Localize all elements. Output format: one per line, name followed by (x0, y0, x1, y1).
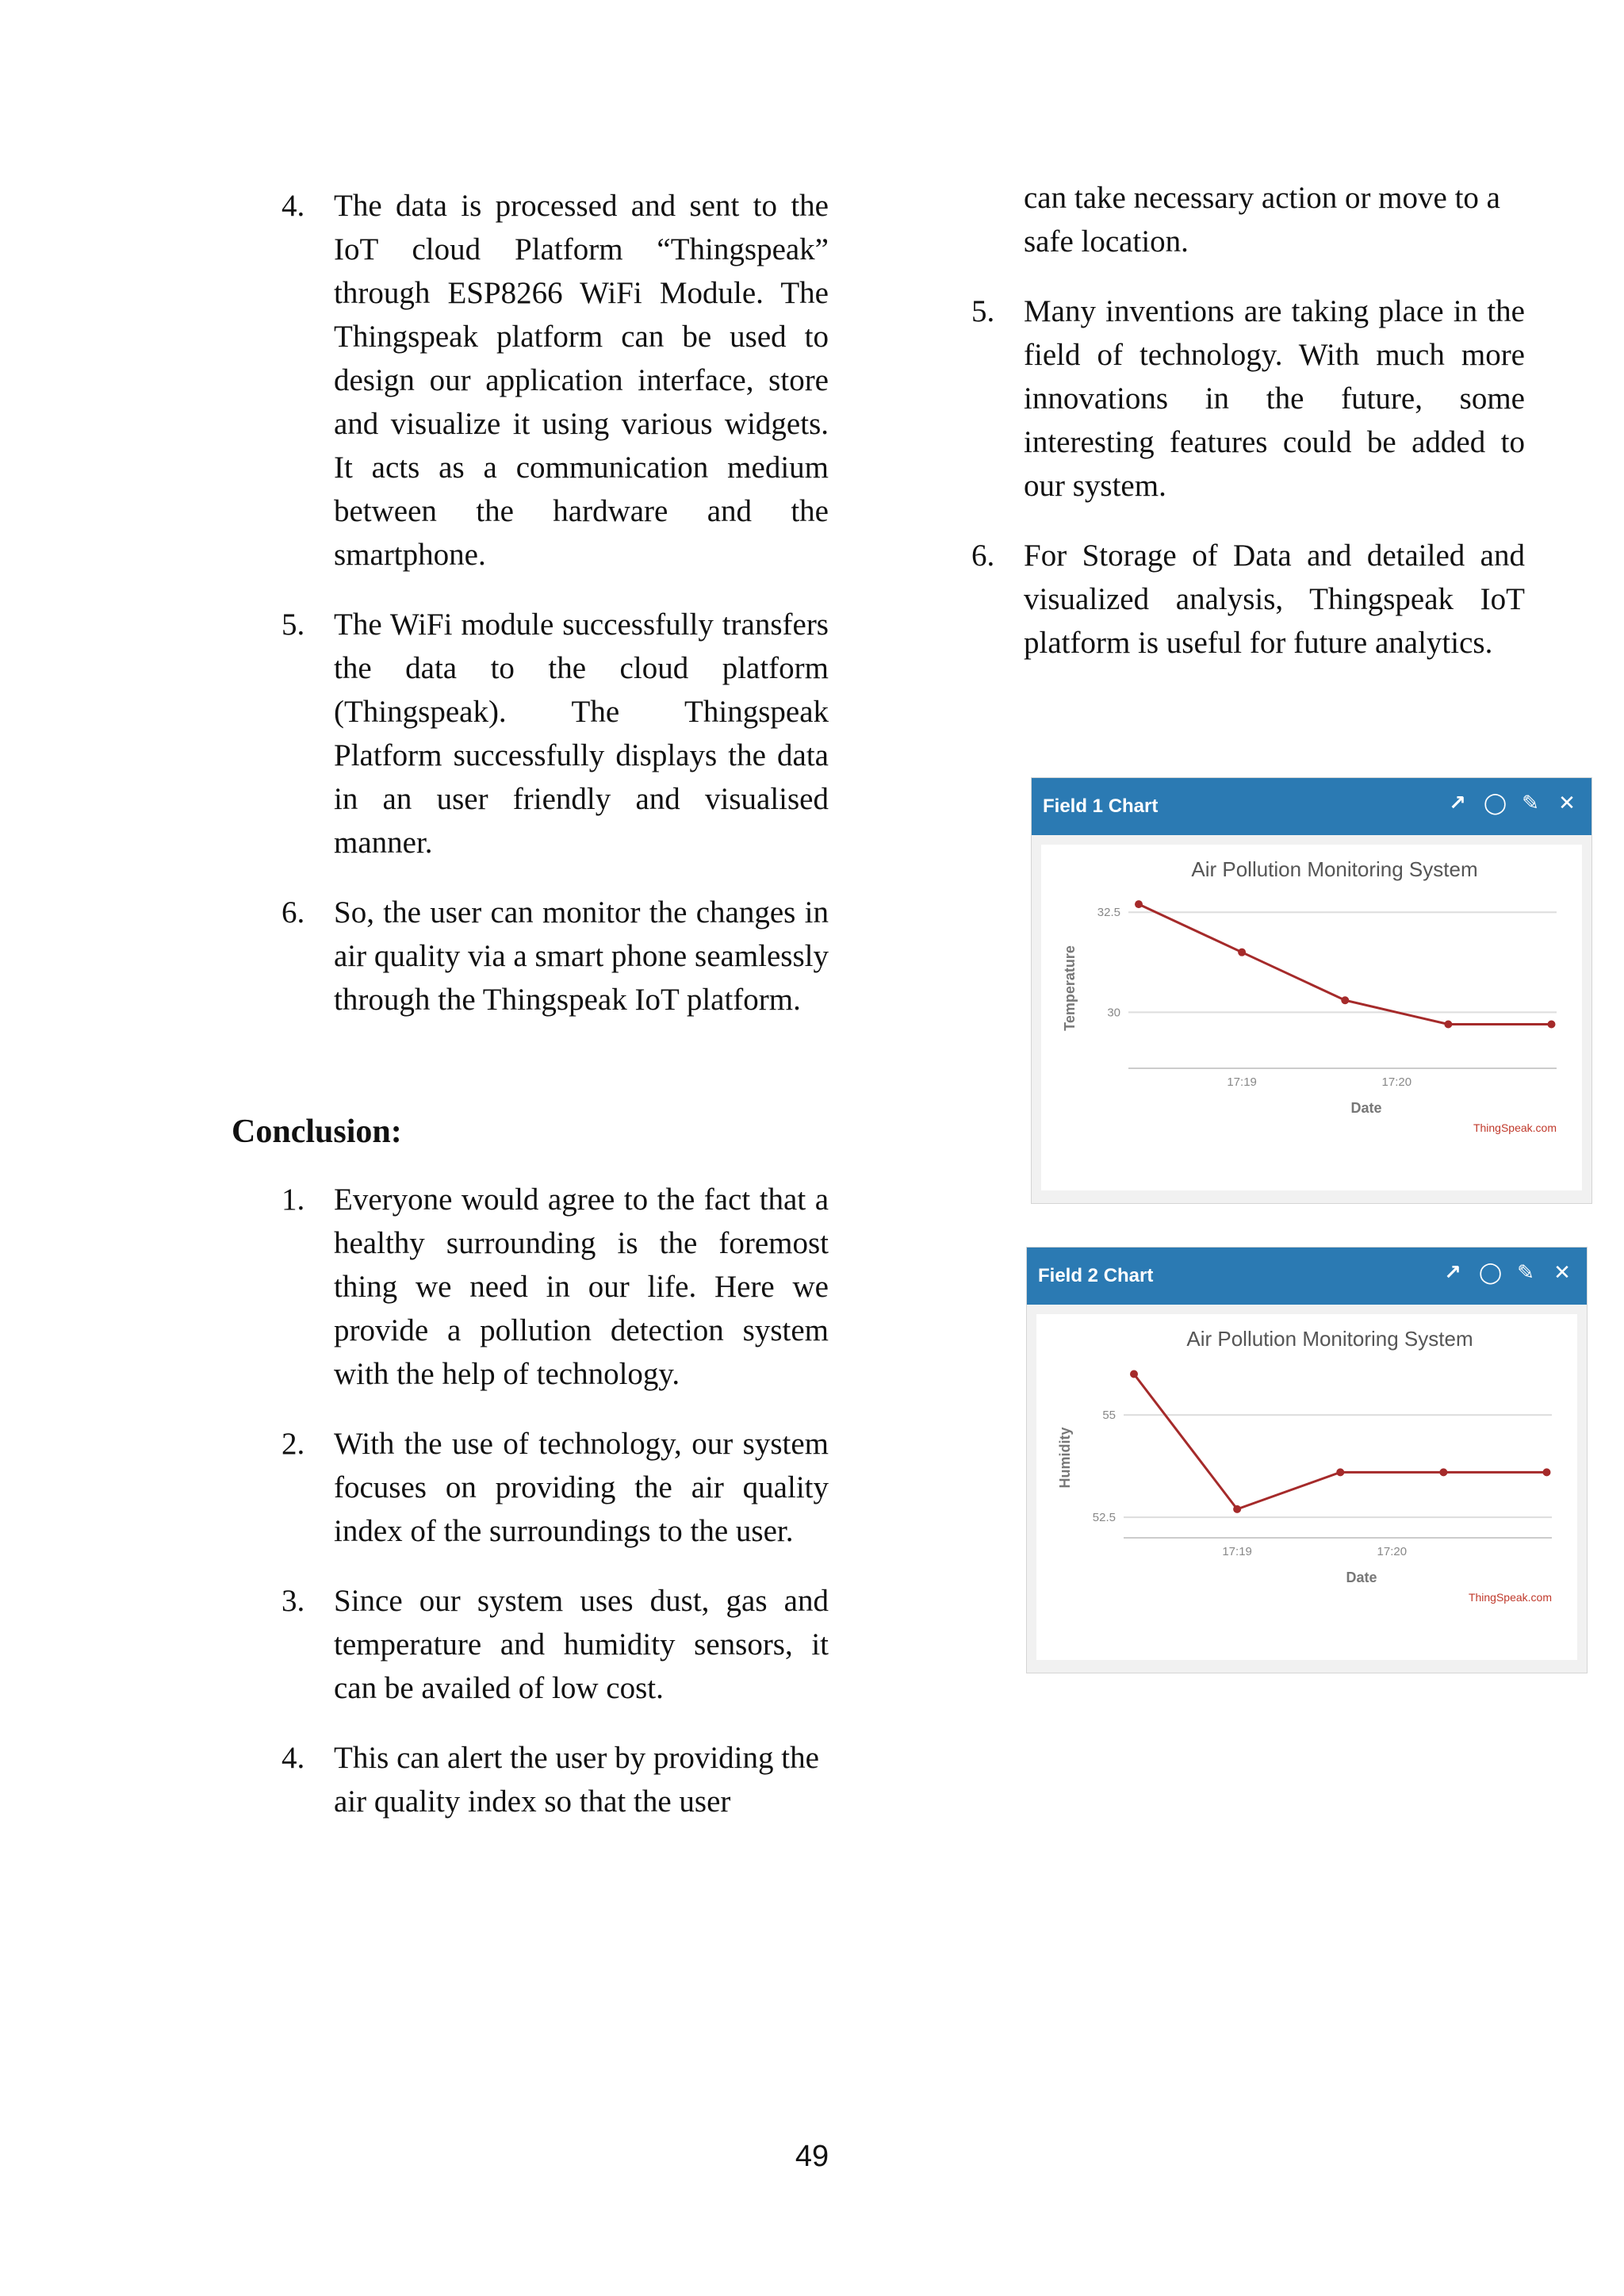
x-tick-label: 17:20 (1381, 1075, 1412, 1089)
data-point (1336, 1468, 1344, 1476)
data-point (1444, 1021, 1452, 1029)
external-link-icon[interactable]: ↗ (1444, 1260, 1461, 1284)
conclusion-heading: Conclusion: (232, 1114, 402, 1150)
y-axis-label: Humidity (1057, 1427, 1073, 1489)
x-tick-label: 17:19 (1227, 1075, 1257, 1089)
list-text: Many inventions are taking place in the field of technology. With much more innovations in the future, some interesting features could be added to our system. (1024, 294, 1525, 503)
list-number: 4. (282, 1741, 305, 1775)
list-text: With the use of technology, our system focuses on providing the air quality index of the surroundings to the user. (334, 1427, 829, 1548)
list-text: Since our system uses dust, gas and temperature and humidity sensors, it can be availed of low cost. (334, 1584, 829, 1705)
list-number: 6. (282, 895, 305, 930)
list-item (282, 184, 829, 577)
list-text: For Storage of Data and detailed and visualized analysis, Thingspeak IoT platform is useful for future analytics. (1024, 539, 1525, 660)
chart-area (1041, 845, 1582, 1190)
x-axis-label: Date (1350, 1100, 1382, 1116)
data-point (1341, 996, 1349, 1004)
list-text: The WiFi module successfully transfers the data to the cloud platform (Thingspeak). The Thingspeak Platform successfully displays the data in an user friendly and visualised manner. (334, 608, 829, 860)
list-text: So, the user can monitor the changes in air quality via a smart phone seamlessly through the Thingspeak IoT platform. (334, 895, 829, 1017)
y-tick-label: 52.5 (1092, 1511, 1116, 1525)
list-number: 4. (282, 189, 305, 223)
data-point (1547, 1021, 1555, 1029)
chart-credit: ThingSpeak.com (1473, 1121, 1557, 1134)
widget-header (1032, 778, 1591, 835)
y-tick-label: 55 (1102, 1409, 1116, 1423)
data-point (1233, 1505, 1241, 1513)
series-line (1139, 904, 1551, 1024)
left-column (232, 184, 829, 1849)
widget-toolbar (1447, 791, 1577, 815)
chart-title: Air Pollution Monitoring System (1186, 1327, 1473, 1351)
list-item (971, 289, 1525, 508)
list-item (282, 1736, 829, 1823)
y-tick-label: 32.5 (1097, 906, 1120, 920)
widget-title: Field 1 Chart (1043, 795, 1159, 817)
data-point (1130, 1370, 1138, 1378)
x-axis-label: Date (1346, 1570, 1377, 1585)
data-point (1135, 900, 1143, 908)
chart-credit: ThingSpeak.com (1468, 1591, 1552, 1604)
data-point (1238, 949, 1246, 956)
list-number: 3. (282, 1584, 305, 1618)
right-column (971, 176, 1525, 691)
chart-title: Air Pollution Monitoring System (1191, 857, 1478, 881)
field-1-chart-widget (1031, 777, 1592, 1204)
pencil-icon[interactable]: ✎ (1517, 1260, 1534, 1284)
list-text: This can alert the user by providing the air quality index so that the user (334, 1741, 819, 1819)
list-text: The data is processed and sent to the IoT cloud Platform “Thingspeak” through ESP8266 WiFi Module. The Thingspeak platform can be used to design our application interface, store and visualize it using various widgets. It acts as a communication medium between the hardware and the smartphone. (334, 189, 829, 572)
list-item (282, 603, 829, 864)
field-2-chart-widget (1026, 1247, 1588, 1673)
comment-icon[interactable]: ◯ (1479, 1260, 1503, 1284)
page-number: 49 (795, 2140, 829, 2173)
widget-header (1027, 1248, 1587, 1305)
chart-area (1036, 1314, 1577, 1660)
list-number: 5. (971, 294, 995, 328)
continued-text: can take necessary action or move to a safe location. (1024, 181, 1500, 259)
y-axis-label: Temperature (1062, 945, 1078, 1031)
list-number: 1. (282, 1182, 305, 1217)
series-line (1134, 1374, 1546, 1508)
data-point (1542, 1468, 1550, 1476)
list-number: 5. (282, 608, 305, 642)
pencil-icon[interactable]: ✎ (1522, 791, 1539, 815)
list-item (282, 891, 829, 1022)
x-tick-label: 17:19 (1222, 1545, 1252, 1558)
y-tick-label: 30 (1107, 1006, 1120, 1020)
chart-svg (1036, 1314, 1577, 1660)
list-number: 6. (971, 539, 995, 573)
list-item (971, 534, 1525, 665)
widget-toolbar (1442, 1260, 1572, 1285)
list-item (282, 1178, 829, 1396)
list-number: 2. (282, 1427, 305, 1461)
data-point (1439, 1468, 1447, 1476)
chart-svg (1041, 845, 1582, 1190)
list-item (282, 1579, 829, 1710)
close-icon[interactable]: ✕ (1553, 1260, 1571, 1284)
x-tick-label: 17:20 (1377, 1545, 1408, 1558)
list-text: Everyone would agree to the fact that a healthy surrounding is the foremost thing we need in our life. Here we provide a pollution detection system with the help of technology. (334, 1182, 829, 1391)
comment-icon[interactable]: ◯ (1484, 791, 1507, 815)
external-link-icon[interactable]: ↗ (1449, 791, 1466, 815)
close-icon[interactable]: ✕ (1558, 791, 1576, 815)
widget-title: Field 2 Chart (1038, 1265, 1154, 1286)
list-item (282, 1422, 829, 1553)
